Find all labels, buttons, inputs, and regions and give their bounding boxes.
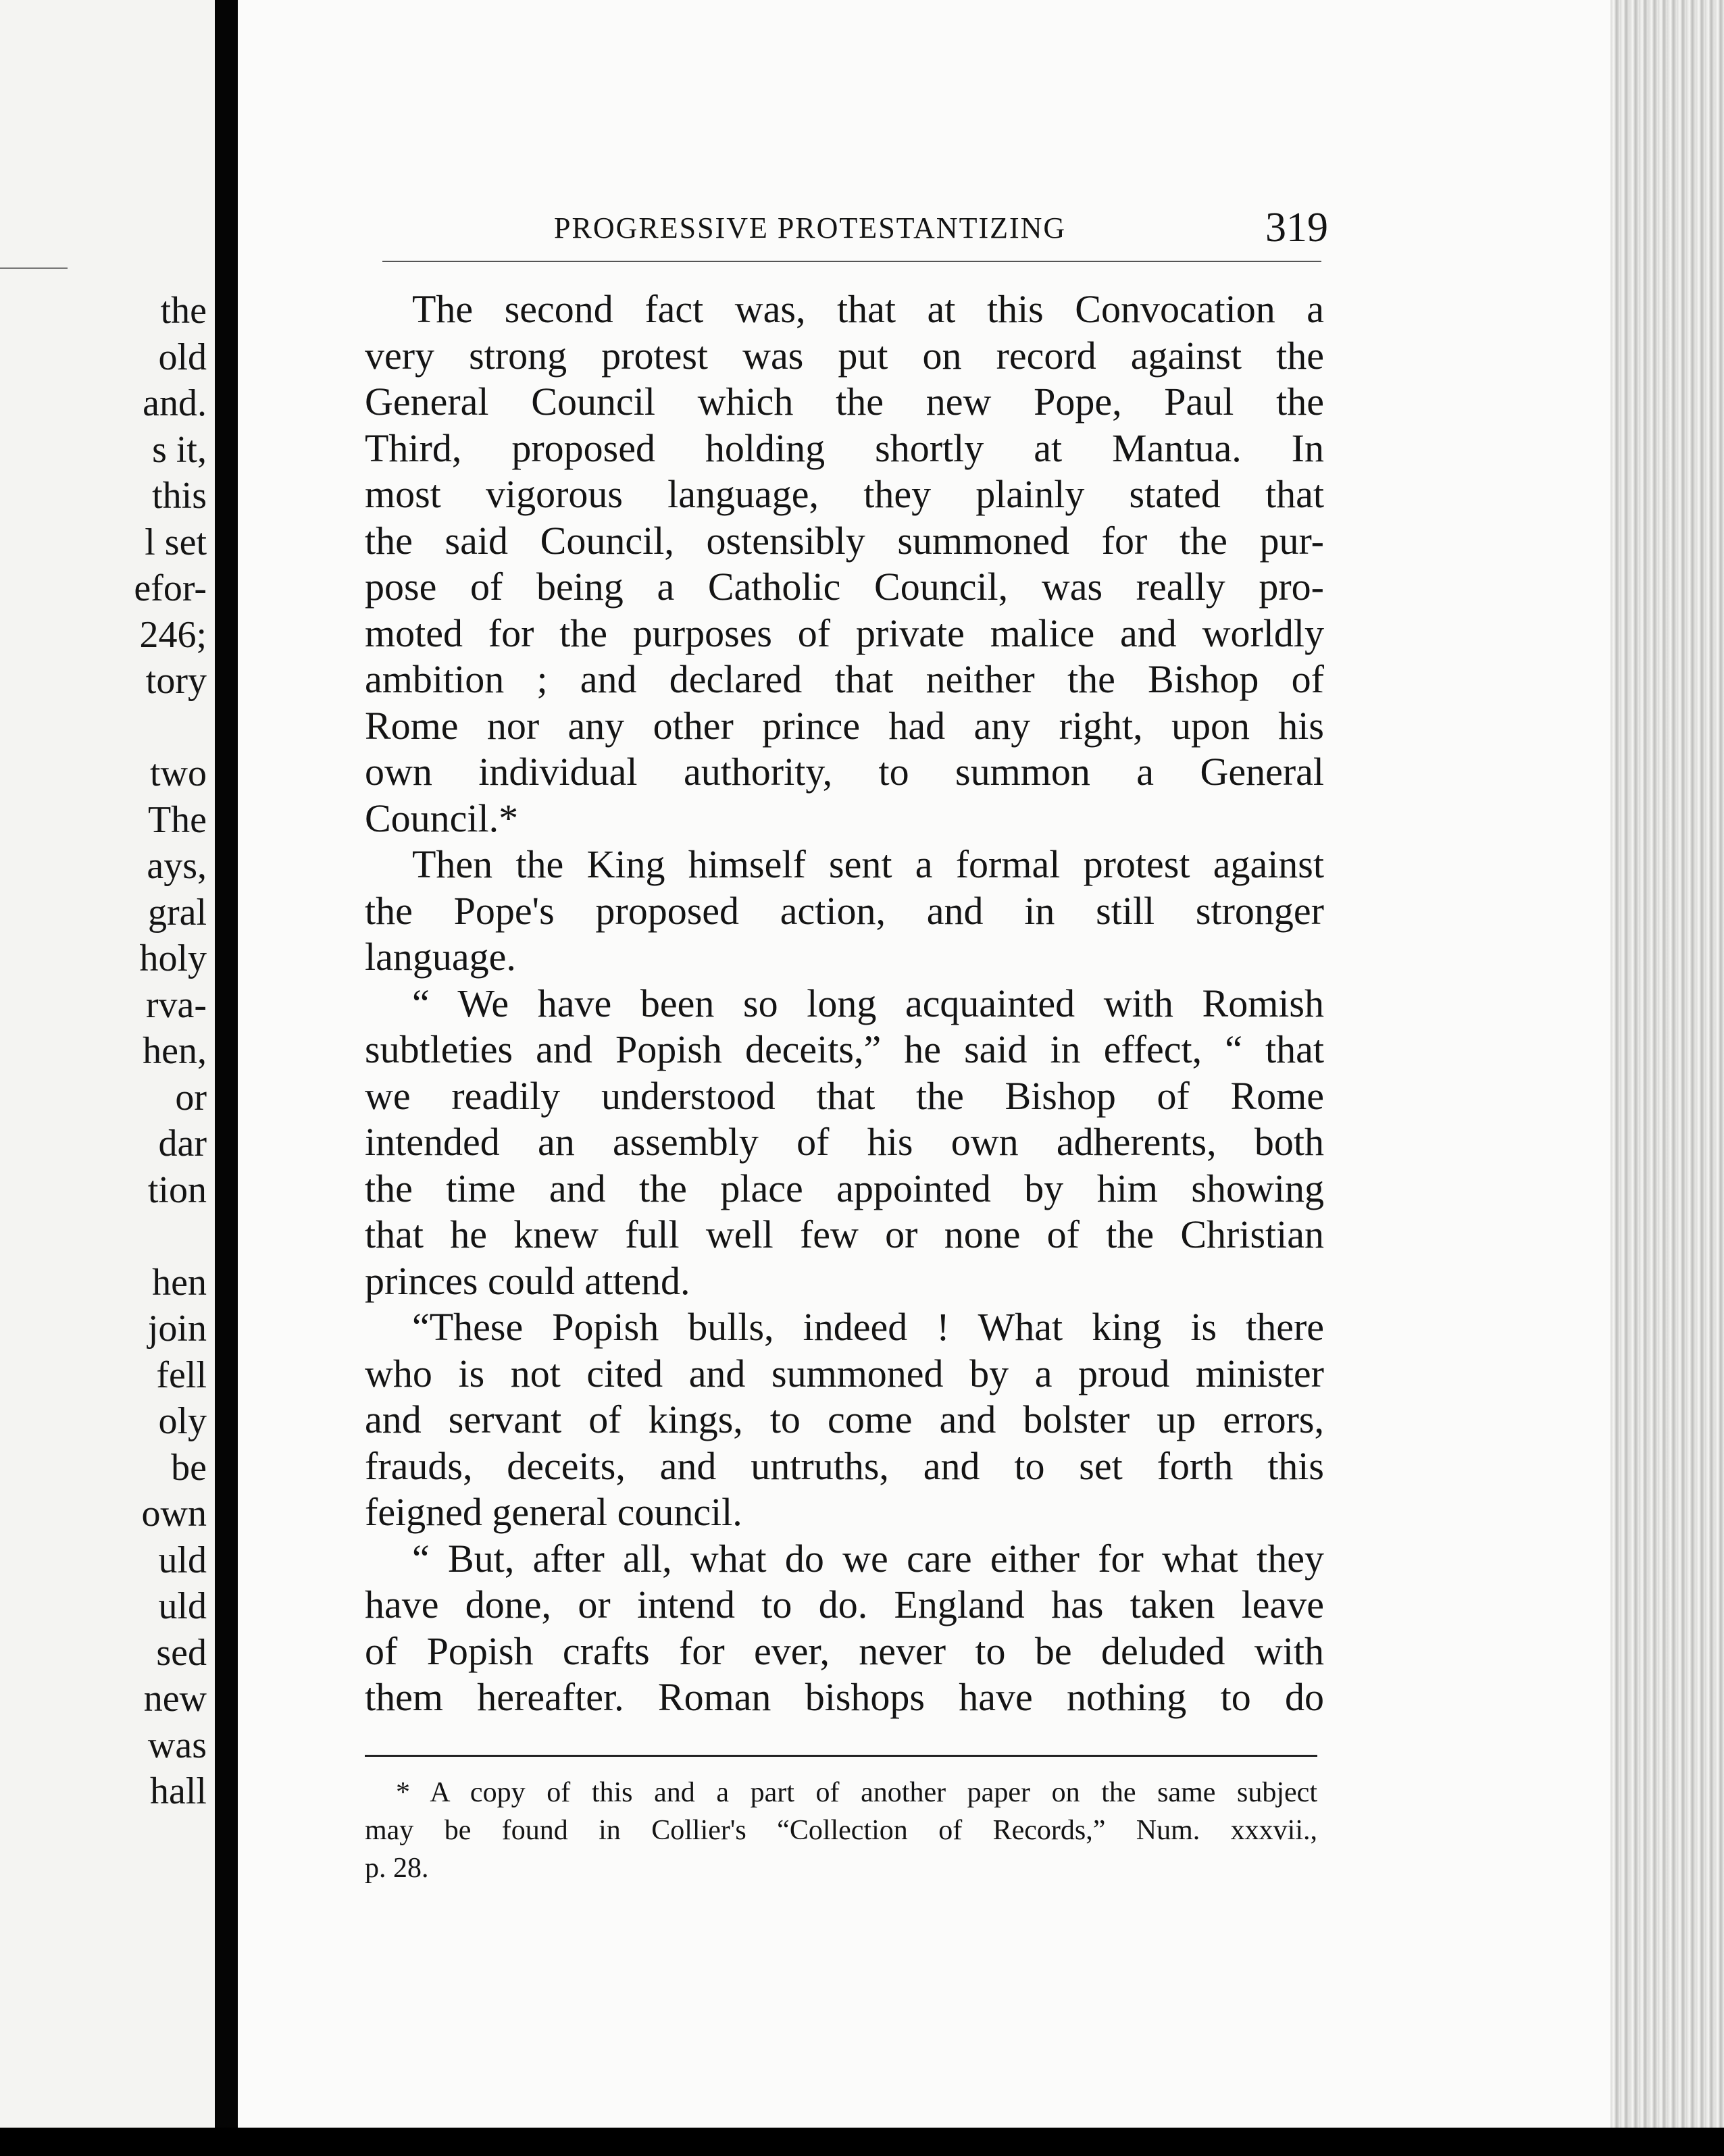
text-line: and servant of kings, to come and bolster up errors, (365, 1397, 1324, 1441)
facing-page-line: own (141, 1493, 207, 1535)
facing-page-line: this (152, 475, 207, 517)
facing-page-line: holy (139, 938, 207, 979)
facing-page-rule (0, 267, 68, 269)
text-line: we readily understood that the Bishop of Rome (365, 1073, 1324, 1118)
facing-page-line: and. (143, 382, 207, 424)
facing-page-line: gral (147, 891, 207, 933)
facing-page-fragment (0, 0, 215, 2128)
text-line: pose of being a Catholic Council, was really pro- (365, 565, 1324, 609)
text-line: ambition ; and declared that neither the Bishop of (365, 657, 1324, 701)
page-number: 319 (1265, 205, 1328, 251)
facing-page-line: hen, (143, 1030, 207, 1072)
facing-page-line: The (147, 798, 207, 841)
text-line: intended an assembly of his own adherents, both (365, 1120, 1324, 1164)
footnote-line: p. 28. (365, 1853, 429, 1884)
facing-page-line: or (175, 1076, 207, 1119)
text-line: language. (365, 935, 516, 979)
facing-page-line: dar (158, 1123, 207, 1164)
text-line: the time and the place appointed by him showing (365, 1166, 1324, 1210)
text-line: very strong protest was put on record against the (365, 333, 1324, 378)
text-line: that he knew full well few or none of the Christian (365, 1212, 1324, 1256)
facing-page-line: ays, (147, 845, 207, 887)
text-line: General Council which the new Pope, Paul the (365, 380, 1324, 424)
facing-page-line: fell (156, 1354, 207, 1396)
body-text (365, 286, 1324, 1721)
text-line: the said Council, ostensibly summoned for the pur- (365, 518, 1324, 563)
facing-page-line: 246; (139, 613, 207, 656)
text-line: them hereafter. Roman bishops have nothing to do (365, 1675, 1324, 1719)
facing-page-line: oly (158, 1400, 207, 1442)
facing-page-line: hen (152, 1261, 207, 1304)
text-line: moted for the purposes of private malice and worldly (365, 611, 1324, 655)
text-line: most vigorous language, they plainly stated that (365, 472, 1324, 516)
facing-page-line: old (158, 336, 207, 378)
text-line: Then the King himself sent a formal protest against (412, 842, 1324, 886)
footnote-line: may be found in Collier's “Collection of Records,” Num. xxxvii., (365, 1815, 1317, 1846)
header-rule (382, 261, 1321, 262)
facing-page-line: uld (158, 1539, 207, 1581)
text-line: frauds, deceits, and untruths, and to set forth this (365, 1443, 1324, 1488)
text-line: subtleties and Popish deceits,” he said in effect, “ that (365, 1027, 1324, 1071)
facing-page-line: tion (147, 1169, 207, 1211)
running-head (554, 205, 1331, 255)
facing-page-line: two (150, 752, 207, 794)
text-line: Council.* (365, 796, 519, 840)
text-line: feigned general council. (365, 1490, 742, 1534)
text-line: of Popish crafts for ever, never to be deluded with (365, 1628, 1324, 1673)
facing-page-line: sed (156, 1631, 207, 1674)
text-line: princes could attend. (365, 1258, 690, 1303)
facing-page-line: s it, (152, 428, 207, 471)
facing-page-line: join (147, 1308, 207, 1350)
facing-page-line: rva- (145, 983, 207, 1026)
text-line: “ But, after all, what do we care either for what they (412, 1536, 1324, 1581)
footnote (365, 1774, 1317, 1887)
facing-page-line: uld (158, 1585, 207, 1627)
facing-page-line: new (143, 1678, 207, 1720)
text-line: Third, proposed holding shortly at Mantua. In (365, 426, 1324, 470)
facing-page-line: l set (145, 521, 207, 563)
scan-border (0, 2128, 1724, 2156)
facing-page-line: tory (145, 660, 207, 702)
text-line: The second fact was, that at this Convocation a (412, 287, 1324, 331)
text-line: own individual authority, to summon a General (365, 750, 1324, 794)
text-line: “These Popish bulls, indeed ! What king is there (412, 1305, 1324, 1349)
text-line: have done, or intend to do. England has taken leave (365, 1583, 1324, 1626)
facing-page-line: was (147, 1724, 207, 1766)
facing-page-line: be (171, 1446, 207, 1489)
text-line: the Pope's proposed action, and in still stronger (365, 888, 1324, 933)
book-gutter (215, 0, 238, 2128)
facing-page-line: hall (150, 1770, 207, 1812)
text-line: who is not cited and summoned by a proud minister (365, 1351, 1324, 1395)
facing-page-line: efor- (134, 567, 207, 609)
footnote-rule (365, 1755, 1317, 1757)
text-line: “ We have been so long acquainted with Romish (412, 981, 1324, 1025)
footnote-line: * A copy of this and a part of another paper on the same subject (396, 1777, 1317, 1808)
facing-page-line: the (160, 290, 207, 332)
text-line: Rome nor any other prince had any right, upon his (365, 703, 1324, 748)
running-title: PROGRESSIVE PROTESTANTIZING (554, 211, 1067, 245)
page-edges (1611, 0, 1724, 2128)
